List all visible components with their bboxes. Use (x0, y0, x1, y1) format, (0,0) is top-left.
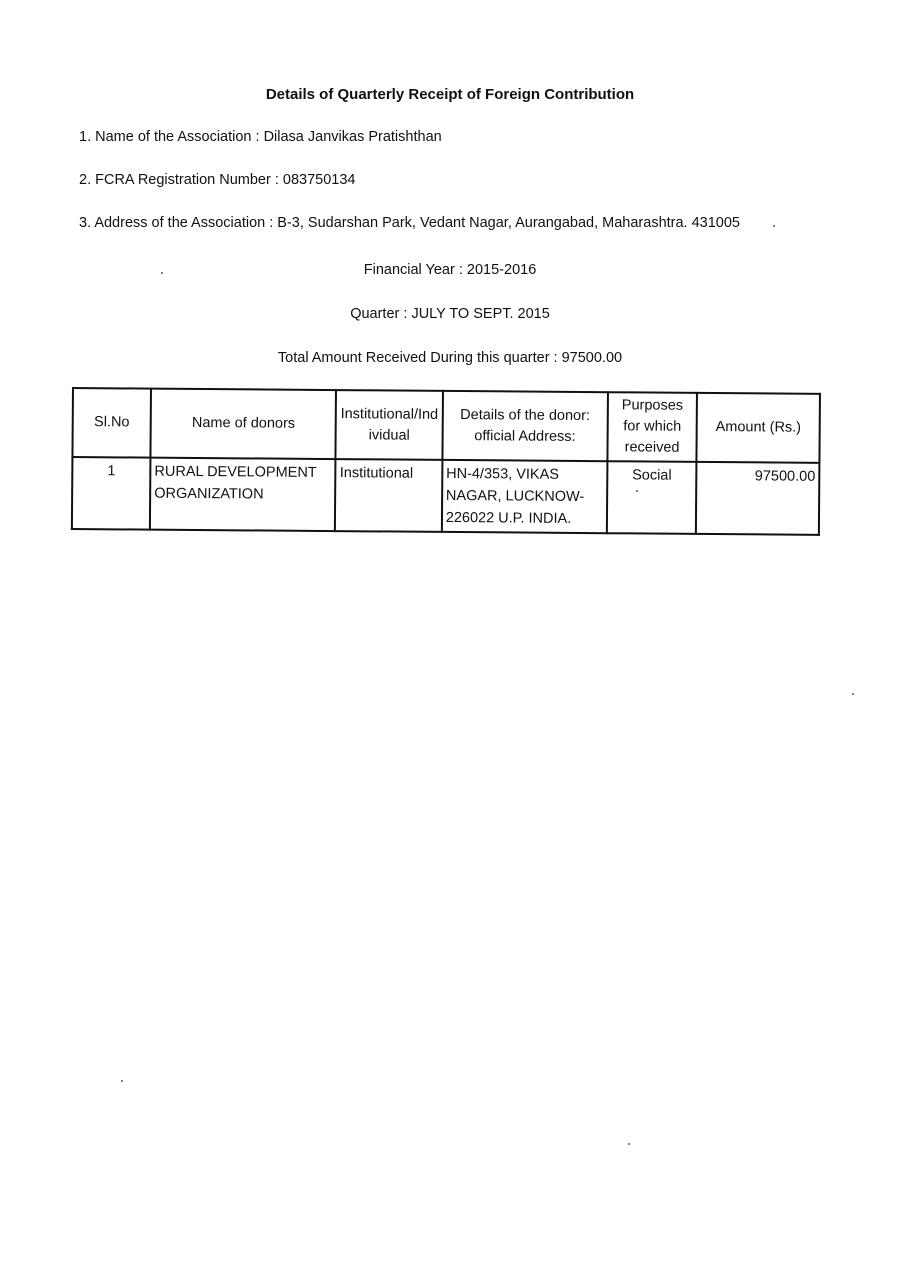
total-amount-label: Total Amount Received During this quarter : (277, 350, 562, 366)
total-amount-line (0, 350, 900, 366)
document-title: Details of Quarterly Receipt of Foreign Contribution (265, 86, 635, 103)
table-row (72, 457, 820, 535)
cell-donor-address: HN-4/353, VIKAS NAGAR, LUCKNOW-226022 U.P. INDIA. (442, 460, 608, 533)
association-name-label: 1. Name of the Association : (79, 129, 264, 145)
header-purposes: Purposes for which received (607, 392, 697, 462)
association-name-value: Dilasa Janvikas Pratishthan (263, 129, 442, 145)
header-donor-address: Details of the donor: official Address: (442, 391, 608, 461)
scan-speck (161, 272, 163, 274)
quarter-label: Quarter : (350, 306, 412, 322)
scan-speck (121, 1080, 123, 1082)
cell-donor-name: RURAL DEVELOPMENT ORGANIZATION (150, 458, 336, 531)
cell-amount: 97500.00 (696, 462, 819, 535)
scan-speck (628, 1143, 630, 1145)
financial-year-line (0, 262, 900, 278)
scan-speck (773, 225, 775, 227)
quarter-value: JULY TO SEPT. 2015 (411, 306, 550, 322)
quarter-line (0, 306, 900, 322)
header-institutional-individual: Institutional/Individual (336, 390, 443, 460)
cell-purpose: Social (607, 461, 697, 534)
header-amount: Amount (Rs.) (697, 393, 820, 463)
scan-speck (636, 490, 638, 492)
association-address-value: B-3, Sudarshan Park, Vedant Nagar, Aurangabad, Maharashtra. 431005 (277, 215, 741, 231)
total-amount-value: 97500.00 (561, 350, 623, 366)
association-address-line (79, 215, 740, 231)
financial-year-value: 2015-2016 (466, 262, 537, 278)
association-address-label: 3. Address of the Association : (79, 215, 278, 231)
financial-year-label: Financial Year : (363, 262, 467, 278)
cell-sl-no: 1 (72, 457, 151, 530)
header-sl-no: Sl.No (72, 388, 151, 458)
donors-table (71, 387, 821, 536)
table-header-row (72, 388, 820, 463)
fcra-number-line (79, 172, 355, 188)
cell-donor-type: Institutional (335, 459, 442, 532)
header-name-of-donors: Name of donors (151, 389, 337, 459)
fcra-number-label: 2. FCRA Registration Number : (79, 172, 283, 188)
fcra-number-value: 083750134 (282, 172, 356, 188)
association-name-line (79, 129, 442, 145)
scan-speck (852, 693, 854, 695)
